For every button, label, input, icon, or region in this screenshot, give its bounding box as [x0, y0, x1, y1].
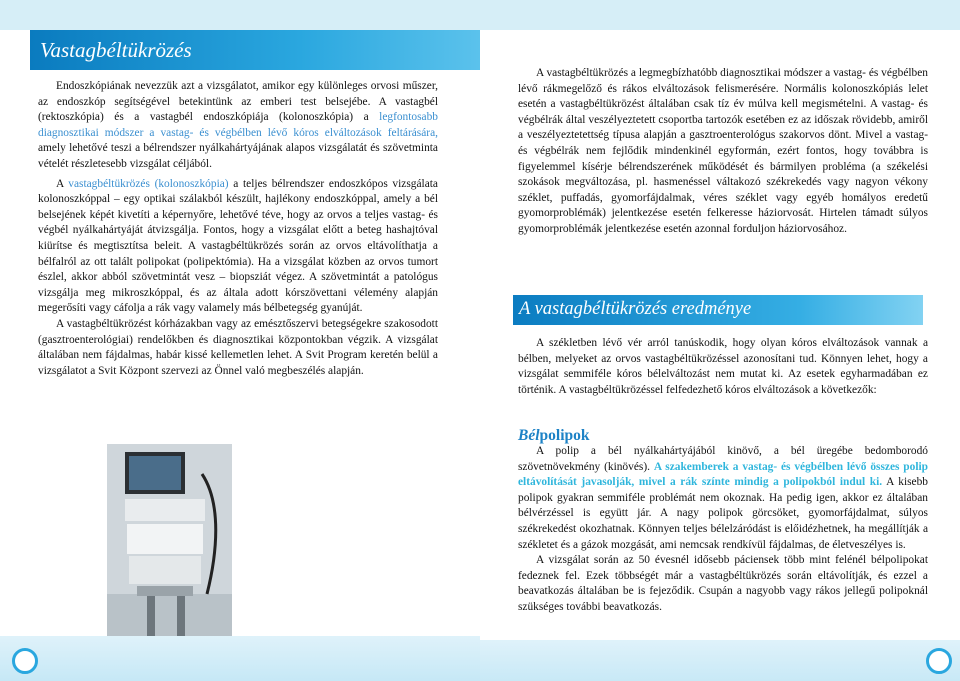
left-column-text	[38, 79, 438, 379]
intro-paragraph	[38, 79, 438, 173]
colonoscope-photo	[107, 444, 232, 654]
polyps-highlight: A szakemberek a vastag- és végbélben lévő összes polip eltávolítását javasolják, mivel a rák színte mindig a polipokból indul ki.	[518, 460, 928, 489]
results-heading: A vastagbéltükrözés eredménye	[519, 299, 752, 319]
right-column-text	[518, 66, 928, 238]
results-heading-banner	[513, 295, 923, 325]
polyps-text-a: A polip a bél nyálkahártyájából kinövő, a bél üregébe bedomborodó szövetnövekmény (kinövés).	[518, 445, 928, 473]
title-banner	[30, 30, 480, 70]
polyps-paragraph	[518, 444, 928, 553]
polyps-subheading	[518, 427, 590, 445]
right-page	[480, 0, 960, 681]
results-text	[518, 336, 928, 398]
intro-highlight: legfontosabb diagnosztikai módszer a vastag- és végbélben lévő kóros elváltozások feltárására,	[38, 111, 438, 139]
findings-paragraph: A vizsgálat során az 50 évesnél idősebb páciensek több mint felénél bélpolipokat fedeznek fel. Ezek többségét már a vastagbéltükrözés során eltávolítják, és ezzel a beavatkozás általában be is fejeződik. Csupán a nagyobb vagy rákos jellegű polipoknál szükséges további beavatkozás.	[518, 554, 928, 613]
hospital-paragraph: A vastagbéltükrözést kórházakban vagy az emésztőszervi betegségekre szakosodott (gasztroenterológiai) rendelőkben és diagnosztikai központokban végzik. A vizsgálat általában nem fájdalmas, habár kissé kellemetlen lehet. A Svit Program keretén belül a vizsgálatot a Svit Központ szervezi az Önnel való megbeszélés alapján.	[38, 317, 438, 377]
polyps-text	[518, 444, 928, 616]
swirl-ornament-icon-right	[926, 648, 952, 674]
colonoscopy-text-c: a teljes bélrendszer endoszkópos vizsgálata kolonoszkóppal ‒ egy optikai szálakból készült, hajlékony endoszkóppal, amely a bél belsejének képét kivetíti a képernyőre, lehetővé téve, hogy az orvos a teljes vastag- és végbél nyálkahártyáját átvizsgálja. Fontos, hogy a vizsgálat előtt a beteg hashajtóval kiürítse és megtisztítsa beleit. A vastagbéltükrözés során az orvos eltávolíthatja a bélfalról az ott talált polipokat (polipektómia). Ha a vizsgálat közben az orvos tumort észlel, akkor abból szövetmintát vesz ‒ biopsziát végez. A szövetmintát a patológus vizsgálja meg mikroszkóppal, és az általa adott kórszövettani vélemény alapján megerősíti vagy cáfolja a rák vagy valamely más bélbetegség gyanúját.	[38, 177, 438, 315]
swirl-ornament-icon	[12, 648, 38, 674]
intro-text-a: Endoszkópiának nevezzük azt a vizsgálatot, amikor egy különleges orvosi műszer, az endoszkóp segítségével betekintünk az emberi test belsejébe. A vastagbél (rektoszkópia) és a vastagbél endoszkópiája (kolonoszkópia) a	[38, 80, 438, 124]
reliability-paragraph: A vastagbéltükrözés a legmegbízhatóbb diagnosztikai módszer a vastag- és végbélben lévő rákmegelőző és rákos elváltozások felismerésére. Normális kolonoszkópiás lelet esetén a vastagbéltükrözést általában csak tíz év múlva kell megismételni. A vastag- és végbélrák által veszélyeztetett csoportba tartozók esetében ez az időszak rövidebb, amiről a veszélyeztetettség típusa alapján a gasztroenterológus szakorvos dönt. Mivel a vastag- és végbélrák nem fejlődik mindenkinél egyformán, ezért fontos, hogy továbbra is figyelemmel kísérje bélrendszerének működését és bármilyen probléma (a székelési szokások megváltozása, pl. hasmenéssel váltakozó székrekedés vagy nagyon vékony széklet, puffadás, gyomorfájdalmak, véres széklet vagy egyéb homályos eredetű gyomorproblémák) jelentkezése esetén felkeresse háziorvosát. Hirtelen támadt súlyos gyomorproblémák jelentkezése esetén azonnal forduljon háziorvosához.	[518, 67, 928, 235]
polyps-text-c: A kisebb polipok gyakran semmiféle problémát nem okoznak. Ha pedig igen, akkor ez általában bélvérzéssel is együtt jár. A nagy polipok görcsöket, gyomorfájdalmat, súlyos székrekedést okozhatnak. Könnyen teljes bélelzáródást is előidézhetnek, ha megállítják a székletet és a gázok mozgását, ami nemcsak rendkívül fájdalmas, de életveszélyes is.	[518, 476, 929, 551]
top-decor-strip	[0, 0, 480, 30]
colonoscopy-highlight: vastagbéltükrözés (kolonoszkópia)	[68, 177, 229, 190]
colonoscopy-paragraph	[38, 177, 438, 317]
top-decor-strip-right	[480, 0, 960, 30]
polyps-subheading-a: Bél	[518, 427, 540, 444]
colonoscopy-text-a: A	[56, 177, 69, 190]
bottom-decor-strip	[0, 636, 480, 681]
page-title: Vastagbéltükrözés	[40, 38, 192, 62]
polyps-subheading-b: polipok	[539, 427, 590, 444]
bottom-decor-strip-right	[480, 640, 960, 681]
results-paragraph: A székletben lévő vér arról tanúskodik, hogy olyan kóros elváltozások vannak a bélben, melyeket az orvos vastagbéltükrözéssel azonosítani tud. Könnyen lehet, hogy a vizsgálat semmiféle kóros bélelváltozást nem mutat ki. Az esetek egyharmadában ez történik. A vastagbéltükrözéssel felfedezhető kóros elváltozások a következők:	[518, 337, 928, 396]
intro-text-c: amely lehetővé teszi a bélrendszer nyálkahártyájának alapos vizsgálatát és szövetminta vételét részletesebb vizsgálat céljából.	[38, 142, 438, 170]
